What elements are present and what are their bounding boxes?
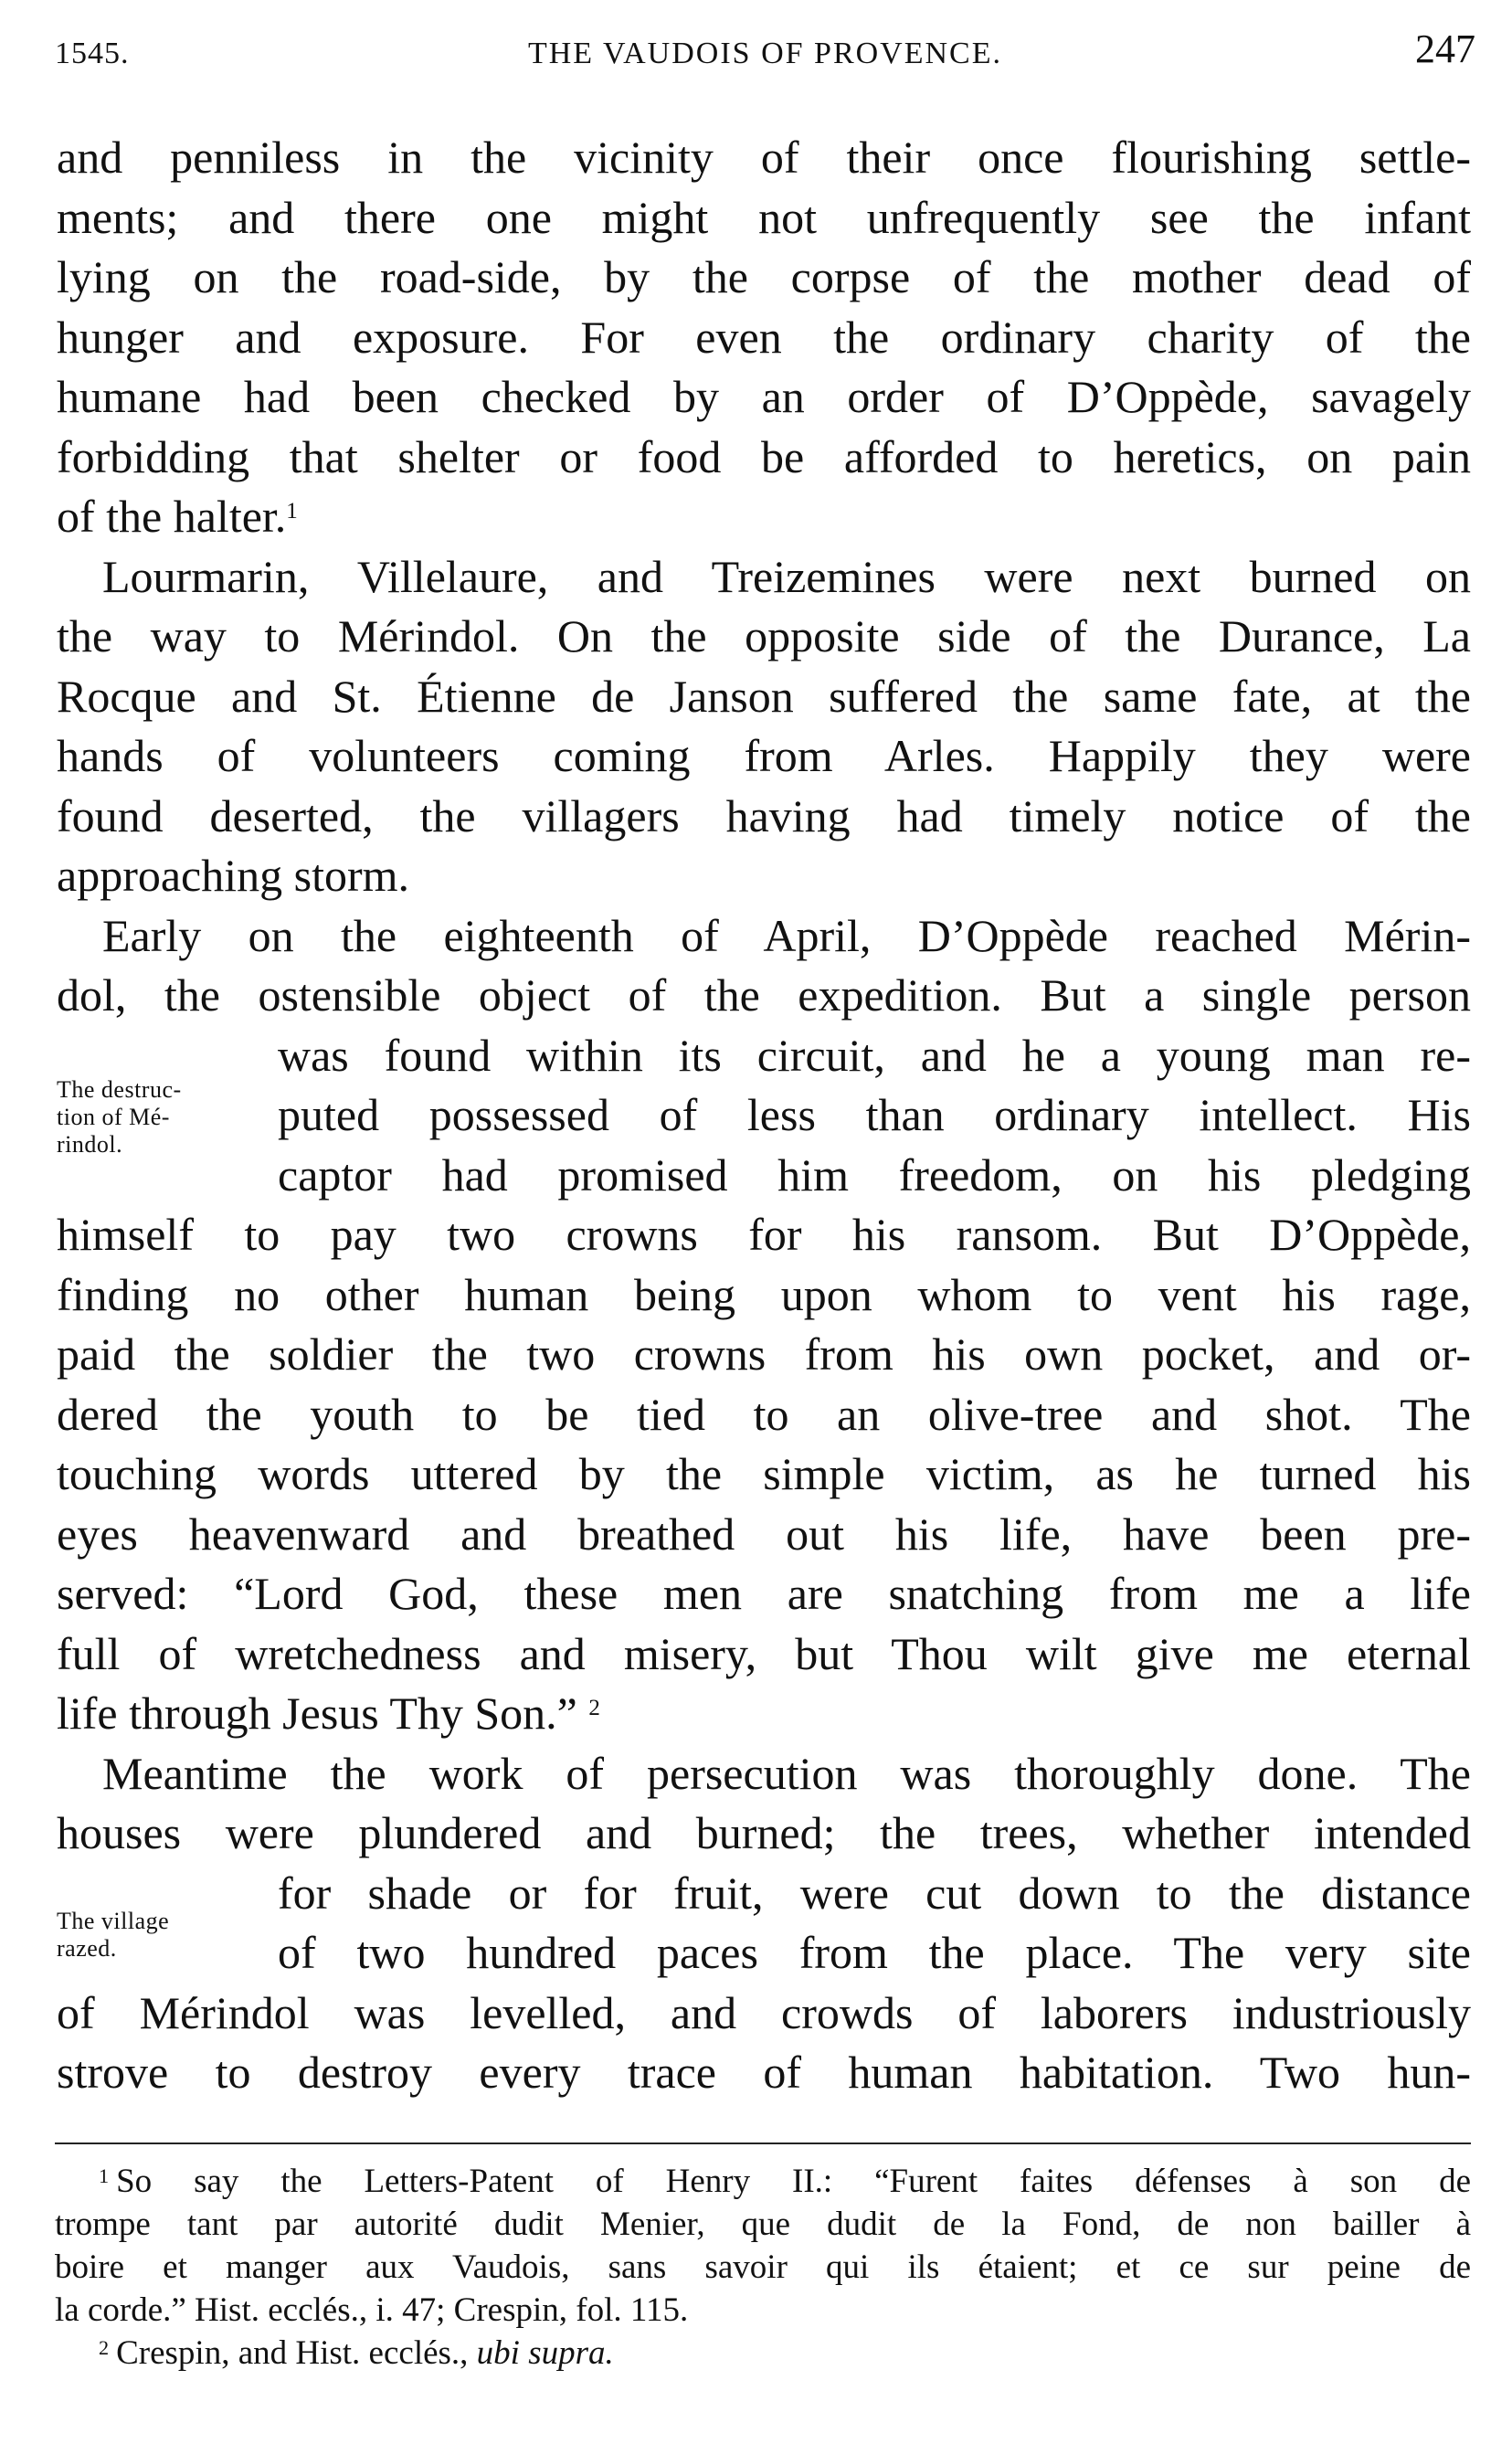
footnote-2 (55, 2332, 1471, 2375)
text-line (57, 1684, 1471, 1744)
text-line: hunger and exposure. For even the ordinary charity of the (57, 311, 1471, 363)
text-line: approaching storm. (57, 850, 410, 901)
footnote-text: Crespin, and Hist. ecclés., (116, 2334, 469, 2372)
footnote-italic: ubi supra. (476, 2334, 614, 2372)
footnote-line: trompe tant par autorité dudit Menier, que dudit de la Fond, de non bailler à (55, 2206, 1471, 2243)
margin-note-line: rindol. (57, 1131, 123, 1158)
text-line: dered the youth to be tied to an olive-tree and shot. The (57, 1388, 1471, 1440)
footnote-number: 1 (99, 2164, 110, 2188)
page-number: 247 (1415, 26, 1475, 71)
text-line: Rocque and St. Étienne de Janson suffered the same fate, at the (57, 670, 1471, 722)
text-line: and penniless in the vicinity of their once flourishing settle- (57, 132, 1471, 183)
text-line: strove to destroy every trace of human habitation. Two hun- (57, 2047, 1471, 2098)
text-line (57, 487, 1471, 547)
footnotes (55, 2160, 1471, 2375)
margin-note-village (57, 1908, 221, 1963)
text-line: puted possessed of less than ordinary intellect. His (278, 1089, 1471, 1140)
paragraph-start: Meantime the work of persecution was thoroughly done. The (102, 1747, 1471, 1799)
main-text (57, 128, 1471, 2103)
line-text: life through Jesus Thy Son.” (57, 1688, 577, 1739)
text-line: paid the soldier the two crowns from his own pocket, and or- (57, 1328, 1471, 1380)
text-line: found deserted, the villagers having had timely notice of the (57, 789, 1471, 841)
footnote-divider (55, 2142, 1471, 2144)
text-line: forbidding that shelter or food be afforded to heretics, on pain (57, 430, 1471, 482)
text-line: captor had promised him freedom, on his pledging (278, 1148, 1471, 1201)
paragraph-start: Lourmarin, Villelaure, and Treizemines were next burned on (102, 550, 1471, 602)
line-text: of the halter. (57, 491, 287, 542)
text-line: of Mérindol was levelled, and crowds of laborers industriously (57, 1986, 1471, 2038)
footnote-text: So say the Letters-Patent of Henry II.: “Furent faites défenses à son de (116, 2163, 1471, 2200)
margin-note-line: razed. (57, 1935, 117, 1962)
text-line: of two hundred paces from the place. The very site (278, 1927, 1471, 1978)
running-header (55, 26, 1475, 80)
text-line: touching words uttered by the simple victim, as he turned his (57, 1448, 1471, 1499)
text-line: full of wretchedness and misery, but Thou wilt give me eternal (57, 1627, 1471, 1679)
footnote-1 (55, 2160, 1471, 2203)
text-line: finding no other human being upon whom to vent his rage, (57, 1268, 1471, 1320)
header-title: THE VAUDOIS OF PROVENCE. (527, 37, 1003, 70)
text-line: ments; and there one might not unfrequently see the infant (57, 191, 1471, 243)
margin-note-line: tion of Mé- (57, 1104, 170, 1130)
text-line: himself to pay two crowns for his ransom. But D’Oppède, (57, 1209, 1471, 1260)
text-line: for shade or for fruit, were cut down to the distance (278, 1867, 1471, 1919)
footnote-line: la corde.” Hist. ecclés., i. 47; Crespin, fol. 115. (55, 2291, 689, 2329)
text-line: lying on the road-side, by the corpse of the mother dead of (57, 251, 1471, 302)
text-line: dol, the ostensible object of the expedition. But a single person (57, 969, 1471, 1021)
text-line: served: “Lord God, these men are snatching from me a life (57, 1568, 1471, 1619)
margin-note-line: The village (57, 1908, 170, 1934)
text-line: was found within its circuit, and he a young man re- (278, 1029, 1471, 1081)
text-line: hands of volunteers coming from Arles. Happily they were (57, 730, 1471, 781)
text-line: houses were plundered and burned; the trees, whether intended (57, 1807, 1471, 1858)
footnote-marker-2: 2 (588, 1696, 600, 1720)
text-line: eyes heavenward and breathed out his life, have been pre- (57, 1508, 1471, 1560)
footnote-marker-1: 1 (286, 499, 298, 524)
margin-note-destruction (57, 1076, 221, 1159)
margin-note-line: The destruc- (57, 1076, 182, 1103)
text-line: humane had been checked by an order of D’Oppède, savagely (57, 371, 1471, 422)
header-year: 1545. (55, 37, 130, 70)
text-line: the way to Mérindol. On the opposite side of the Durance, La (57, 610, 1471, 661)
footnote-number: 2 (99, 2336, 110, 2360)
footnote-line: boire et manger aux Vaudois, sans savoir qui ils étaient; et ce sur peine de (55, 2248, 1471, 2286)
paragraph-start: Early on the eighteenth of April, D’Oppède reached Mérin- (102, 909, 1471, 961)
